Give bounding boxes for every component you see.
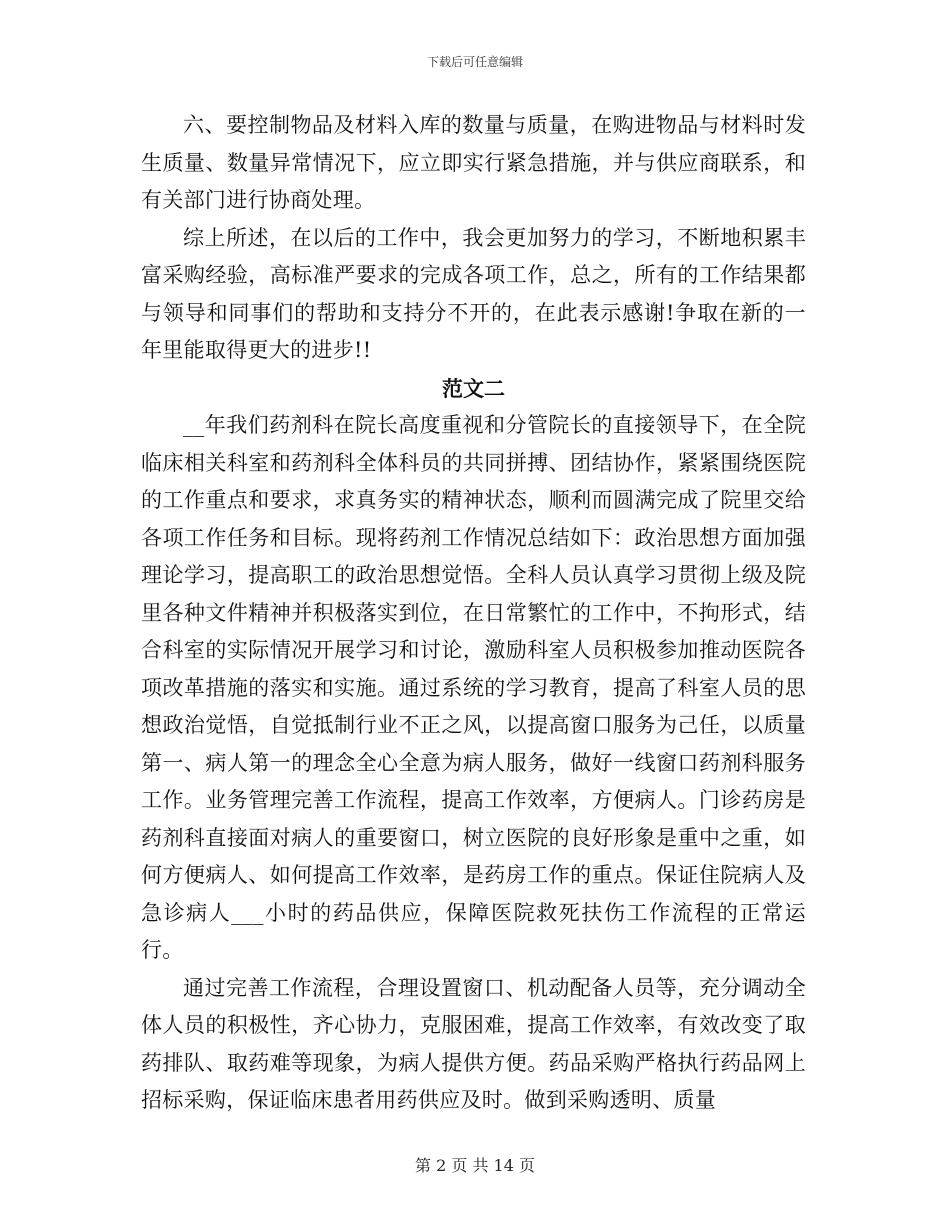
document-body [141,107,806,1120]
paragraph-workflow: 通过完善工作流程，合理设置窗口、机动配备人员等，充分调动全体人员的积极性，齐心协力，克服困难，提高工作效率，有效改变了取药排队、取药难等现象，为病人提供方便。药品采购严格执行药品网上招标采购，保证临床患者用药供应及时。做到采购透明、质量 [141,975,806,1112]
page-footer: 第 2 页 共 14 页 [415,1156,535,1175]
paragraph-pharmacy-report: __年我们药剂科在院长高度重视和分管院长的直接领导下，在全院临床相关科室和药剂科全体科员的共同拼搏、团结协作，紧紧围绕医院的工作重点和要求，求真务实的精神状态，顺利而圆满完成了院里交给各项工作任务和目标。现将药剂工作情况总结如下：政治思想方面加强理论学习，提高职工的政治思想觉悟。全科人员认真学习贯彻上级及院里各种文件精神并积极落实到位，在日常繁忙的工作中，不拘形式，结合科室的实际情况开展学习和讨论，激励科室人员积极参加推动医院各项改革措施的落实和实施。通过系统的学习教育，提高了科室人员的思想政治觉悟，自觉抵制行业不正之风，以提高窗口服务为己任，以质量第一、病人第一的理念全心全意为病人服务，做好一线窗口药剂科服务工作。业务管理完善工作流程，提高工作效率，方便病人。门诊药房是药剂科直接面对病人的重要窗口，树立医院的良好形象是重中之重，如何方便病人、如何提高工作效率，是药房工作的重点。保证住院病人及急诊病人___小时的药品供应，保障医院救死扶伤工作流程的正常运行。 [141,413,806,962]
paragraph-summary: 综上所述，在以后的工作中，我会更加努力的学习，不断地积累丰富采购经验，高标准严要求的完成各项工作，总之，所有的工作结果都与领导和同事们的帮助和支持分不开的，在此表示感谢!争取在新的一年里能取得更大的进步!! [141,225,806,362]
paragraph-inventory-control: 六、要控制物品及材料入库的数量与质量，在购进物品与材料时发生质量、数量异常情况下，应立即实行紧急措施，并与供应商联系，和有关部门进行协商处理。 [141,113,806,212]
page-header: 下载后可任意编辑 [426,55,523,69]
section-heading: 范文二 [442,375,505,401]
